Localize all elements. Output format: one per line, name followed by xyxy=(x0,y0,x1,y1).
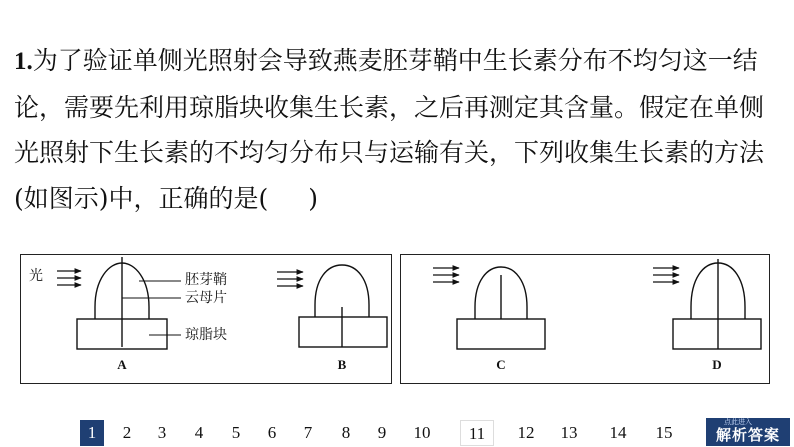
question-body: 为了验证单侧光照射会导致燕麦胚芽鞘中生长素分布不均匀这一结论，需要先利用琼脂块收集生长素，之后再测定其含量。假定在单侧光照射下生长素的不均匀分布只与运输有关，下列收集生长素的方法(如图示)中，正确的是( xyxy=(14,46,765,213)
page-button-6[interactable]: 6 xyxy=(267,423,277,442)
light-arrows-a xyxy=(57,271,81,285)
page-button-12[interactable]: 12 xyxy=(517,423,535,442)
page-button-15[interactable]: 15 xyxy=(655,423,673,442)
page-navigation xyxy=(0,418,794,446)
light-label: 光 xyxy=(29,268,43,284)
option-label-b: B xyxy=(337,357,347,372)
option-label-d: D xyxy=(712,357,722,372)
page-button-9[interactable]: 9 xyxy=(377,423,387,442)
page-button-13[interactable]: 13 xyxy=(560,423,578,442)
answer-button-hint: 点此进入 xyxy=(724,418,752,426)
annot-coleoptile: 胚芽鞘 xyxy=(185,272,227,288)
annot-agar: 琼脂块 xyxy=(185,327,227,343)
page-button-4[interactable]: 4 xyxy=(194,423,204,442)
answer-button-label: 解析答案 xyxy=(715,426,780,444)
question-close-paren: ) xyxy=(308,183,319,213)
page-button-14[interactable]: 14 xyxy=(609,423,627,442)
option-label-a: A xyxy=(117,357,127,372)
page-button-1[interactable]: 1 xyxy=(80,420,104,446)
figure-panel-cd xyxy=(400,254,770,384)
page-button-11[interactable]: 11 xyxy=(460,420,494,446)
agar-block-d xyxy=(673,319,761,349)
view-answer-button[interactable] xyxy=(706,418,790,446)
figure-panel-ab xyxy=(20,254,392,384)
page-button-2[interactable]: 2 xyxy=(122,423,132,442)
page-button-10[interactable]: 10 xyxy=(413,423,431,442)
question-text xyxy=(0,38,794,221)
option-label-c: C xyxy=(496,357,506,372)
question-number: 1. xyxy=(14,48,33,75)
annot-mica: 云母片 xyxy=(185,290,227,306)
page-button-7[interactable]: 7 xyxy=(303,423,313,442)
page-button-8[interactable]: 8 xyxy=(341,423,351,442)
light-arrows-b xyxy=(277,272,303,286)
agar-block-b xyxy=(299,317,387,347)
page-button-5[interactable]: 5 xyxy=(231,423,241,442)
page-button-3[interactable]: 3 xyxy=(157,423,167,442)
light-arrows-c xyxy=(433,268,459,282)
light-arrows-d xyxy=(653,268,679,282)
agar-block-c xyxy=(457,319,545,349)
